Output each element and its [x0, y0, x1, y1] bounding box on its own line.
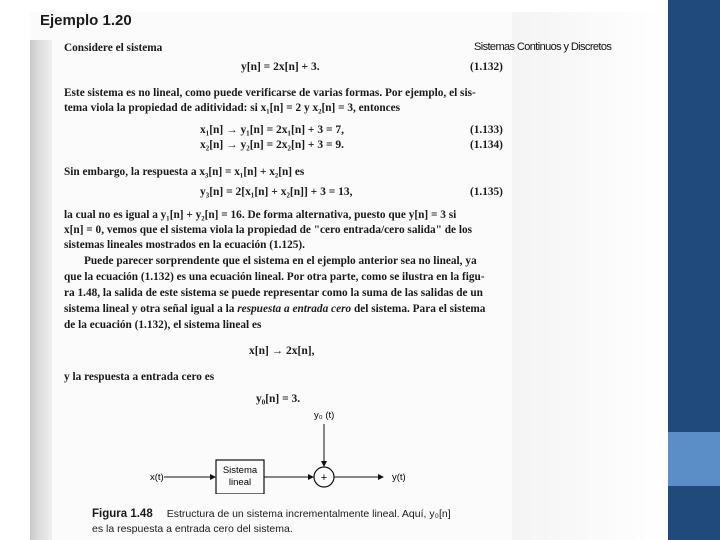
input-arrowhead: [210, 474, 216, 480]
paragraph-4-line-4-post: del sistema. Para el sistema: [351, 303, 486, 315]
zero-input-arrowhead: [321, 461, 327, 467]
page-binding-edge: [30, 40, 52, 540]
figure-caption-line-1: [92, 508, 451, 520]
paragraph-4-line-5: de la ecuación (1.132), el sistema lineal es: [64, 319, 262, 331]
equation-5: x[n] → 2x[n],: [249, 345, 315, 357]
paragraph-4-line-3: ra 1.48, la salida de este sistema se puede representar como la suma de las salidas de un: [64, 287, 483, 299]
paragraph-2: Sin embargo, la respuesta a x₃[n] = x₁[n] + x₂[n] es: [64, 166, 305, 178]
paragraph-3-line-1: la cual no es igual a y₁[n] + y₂[n] = 16. De forma alternativa, puesto que y[n] = 3 si: [64, 209, 457, 221]
block-label-line-2: lineal: [228, 477, 252, 488]
equation-2-number: (1.133): [470, 124, 503, 136]
equation-1-number: (1.132): [470, 61, 503, 73]
paragraph-4-line-4-pre: sistema lineal y otra señal igual a la: [64, 303, 238, 315]
paragraph-1-line-1: Este sistema es no lineal, como puede verificarse de varias formas. Por ejemplo, el sis-: [64, 87, 476, 99]
page-shadow: [512, 12, 668, 540]
paragraph-3-line-2: x[n] = 0, vemos que el sistema viola la propiedad de "cero entrada/cero salida" de los: [64, 224, 473, 236]
slide-title: Sistemas Continuos y Discretos: [474, 41, 612, 53]
paragraph-3-line-3: sistemas lineales mostrados en la ecuación (1.125).: [64, 239, 305, 251]
paragraph-5: y la respuesta a entrada cero es: [64, 371, 215, 383]
equation-3-number: (1.134): [470, 139, 503, 151]
example-heading: Ejemplo 1.20: [40, 12, 132, 29]
block-diagram: [140, 404, 430, 494]
paragraph-4-line-4-emphasis: respuesta a entrada cero: [237, 303, 352, 315]
paragraph-4-line-4: [64, 302, 485, 316]
figure-caption-text-1: Estructura de un sistema incrementalmente lineal. Aquí, y₀[n]: [166, 508, 451, 520]
output-arrowhead: [378, 474, 384, 480]
paragraph-4-line-1: Puede parecer sorprendente que el sistema en el ejemplo anterior sea no lineal, ya: [84, 255, 477, 267]
zero-input-label: y₀ (t): [314, 410, 335, 421]
sum-symbol: +: [320, 472, 328, 484]
equation-1: y[n] = 2x[n] + 3.: [241, 61, 320, 73]
equation-6: y₀[n] = 3.: [256, 393, 301, 405]
paragraph-4-line-2: que la ecuación (1.132) es una ecuación lineal. Por otra parte, como se ilustra en la figu-: [64, 271, 485, 283]
equation-2: x₁[n] → y₁[n] = 2x₁[n] + 3 = 7,: [200, 124, 345, 136]
block-to-sum-arrowhead: [308, 474, 314, 480]
sidebar-accent-block: [668, 432, 720, 486]
figure-label: Figura 1.48: [92, 508, 153, 520]
equation-3: x₂[n] → y₂[n] = 2x₂[n] + 3 = 9.: [200, 139, 345, 151]
block-label-line-1: Sistema: [222, 465, 258, 476]
equation-4: y₃[n] = 2[x₁[n] + x₂[n]] + 3 = 13,: [200, 186, 353, 198]
equation-4-number: (1.135): [470, 186, 503, 198]
figure-caption-line-2: es la respuesta a entrada cero del sistema.: [92, 523, 293, 535]
input-label: x(t): [150, 472, 164, 483]
output-label: y(t): [392, 472, 406, 483]
intro-text: Considere el sistema: [64, 42, 163, 54]
paragraph-1-line-2: tema viola la propiedad de aditividad: si x₁[n] = 2 y x₂[n] = 3, entonces: [64, 102, 401, 114]
